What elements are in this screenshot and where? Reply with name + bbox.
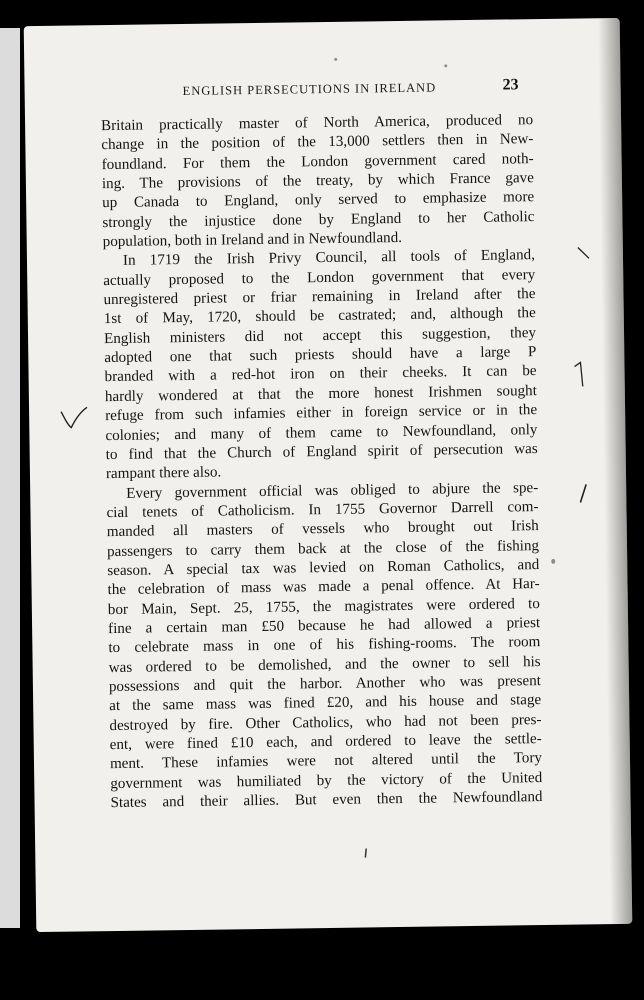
text-line: unregistered priest or friar remaining in Ireland after the bbox=[103, 286, 536, 309]
text-line: at the same mass was fined £20, and his house and stage bbox=[109, 692, 542, 715]
text-line: destroyed by fire. Other Catholics, who had not been pres- bbox=[109, 711, 542, 734]
text-line: up Canada to England, only served to emphasize more bbox=[102, 189, 535, 212]
pencil-checkmark-icon bbox=[59, 405, 89, 437]
book-page bbox=[24, 18, 633, 932]
text-line: season. A special tax was levied on Roman Catholics, and bbox=[107, 556, 540, 579]
ink-speck bbox=[334, 58, 337, 61]
text-line: the celebration of mass was made a penal offence. At Har- bbox=[107, 576, 540, 599]
pencil-tick-icon bbox=[576, 482, 590, 510]
text-line: actually proposed to the London government that every bbox=[103, 266, 536, 289]
text-line: refuge from such infamies either in foreign service or in the bbox=[105, 402, 538, 425]
paragraph bbox=[106, 479, 543, 814]
text-line: cial tenets of Catholicism. In 1755 Governor Darrell com- bbox=[106, 498, 539, 521]
text-line: In 1719 the Irish Privy Council, all tools of England, bbox=[122, 247, 536, 270]
ink-speck bbox=[551, 559, 555, 564]
text-line: manded all masters of vessels who brought out Irish bbox=[106, 518, 539, 541]
paragraph bbox=[103, 246, 538, 484]
text-line: government was humiliated by the victory of the United bbox=[110, 769, 543, 792]
text-line: fine a certain man £50 because he had allowed a priest bbox=[108, 614, 541, 638]
text-line: to find that the Church of England spirit of persecution was bbox=[105, 440, 538, 463]
text-line: States and their allies. But even then the Newfoundland bbox=[110, 789, 543, 812]
text-line: English ministers did not accept this suggestion, they bbox=[103, 324, 537, 347]
text-line: passengers to carry them back at the close of the fishing bbox=[106, 537, 540, 560]
text-line: bor Main, Sept. 25, 1755, the magistrates were ordered to bbox=[107, 595, 540, 618]
facing-page-edge bbox=[0, 28, 20, 928]
text-line: Britain practically master of North America, produced no bbox=[100, 112, 534, 135]
text-line: foundland. For them the London government cared noth- bbox=[101, 150, 534, 173]
text-line: ing. The provisions of the treaty, by which France gave bbox=[101, 170, 534, 193]
text-line: ent, were fined £10 each, and ordered to leave the settle- bbox=[109, 731, 542, 754]
text-line: Every government official was obliged to abjure the spe- bbox=[126, 479, 539, 502]
text-line: was ordered to be demolished, and the owner to sell his bbox=[108, 653, 541, 676]
text-line: strongly the injustice done by England to her Catholic bbox=[102, 208, 535, 231]
text-line: hardly wondered at that the more honest Irishmen sought bbox=[104, 382, 537, 405]
text-line: rampant there also. bbox=[105, 464, 222, 483]
text-line: population, both in Ireland and in Newfoundland. bbox=[102, 230, 403, 251]
running-title: ENGLISH PERSECUTIONS IN IRELAND bbox=[182, 80, 437, 98]
page-number: 23 bbox=[502, 76, 519, 94]
text-line: possessions and quit the harbor. Another who was present bbox=[108, 673, 542, 696]
pencil-dash-icon bbox=[577, 240, 591, 266]
text-line: adopted one that such priests should have a large P bbox=[104, 344, 537, 367]
text-line: to celebrate mass in one of his fishing-rooms. The room bbox=[108, 634, 541, 657]
ink-mark bbox=[363, 847, 369, 863]
text-line: 1st of May, 1720, should be castrated; and, although the bbox=[103, 305, 536, 328]
text-line: colonies; and many of them came to Newfoundland, only bbox=[105, 421, 538, 444]
text-line: change in the position of the 13,000 settlers then in New- bbox=[101, 131, 534, 154]
body-text bbox=[101, 111, 543, 813]
text-line: ment. These infamies were not altered until the Tory bbox=[109, 750, 543, 773]
paragraph bbox=[101, 111, 535, 252]
ink-speck bbox=[444, 64, 447, 67]
text-line: branded with a red-hot iron on their cheeks. It can be bbox=[104, 363, 537, 386]
running-head bbox=[25, 76, 621, 98]
page-gutter-shadow bbox=[598, 18, 633, 924]
pencil-mark-icon bbox=[572, 358, 587, 394]
